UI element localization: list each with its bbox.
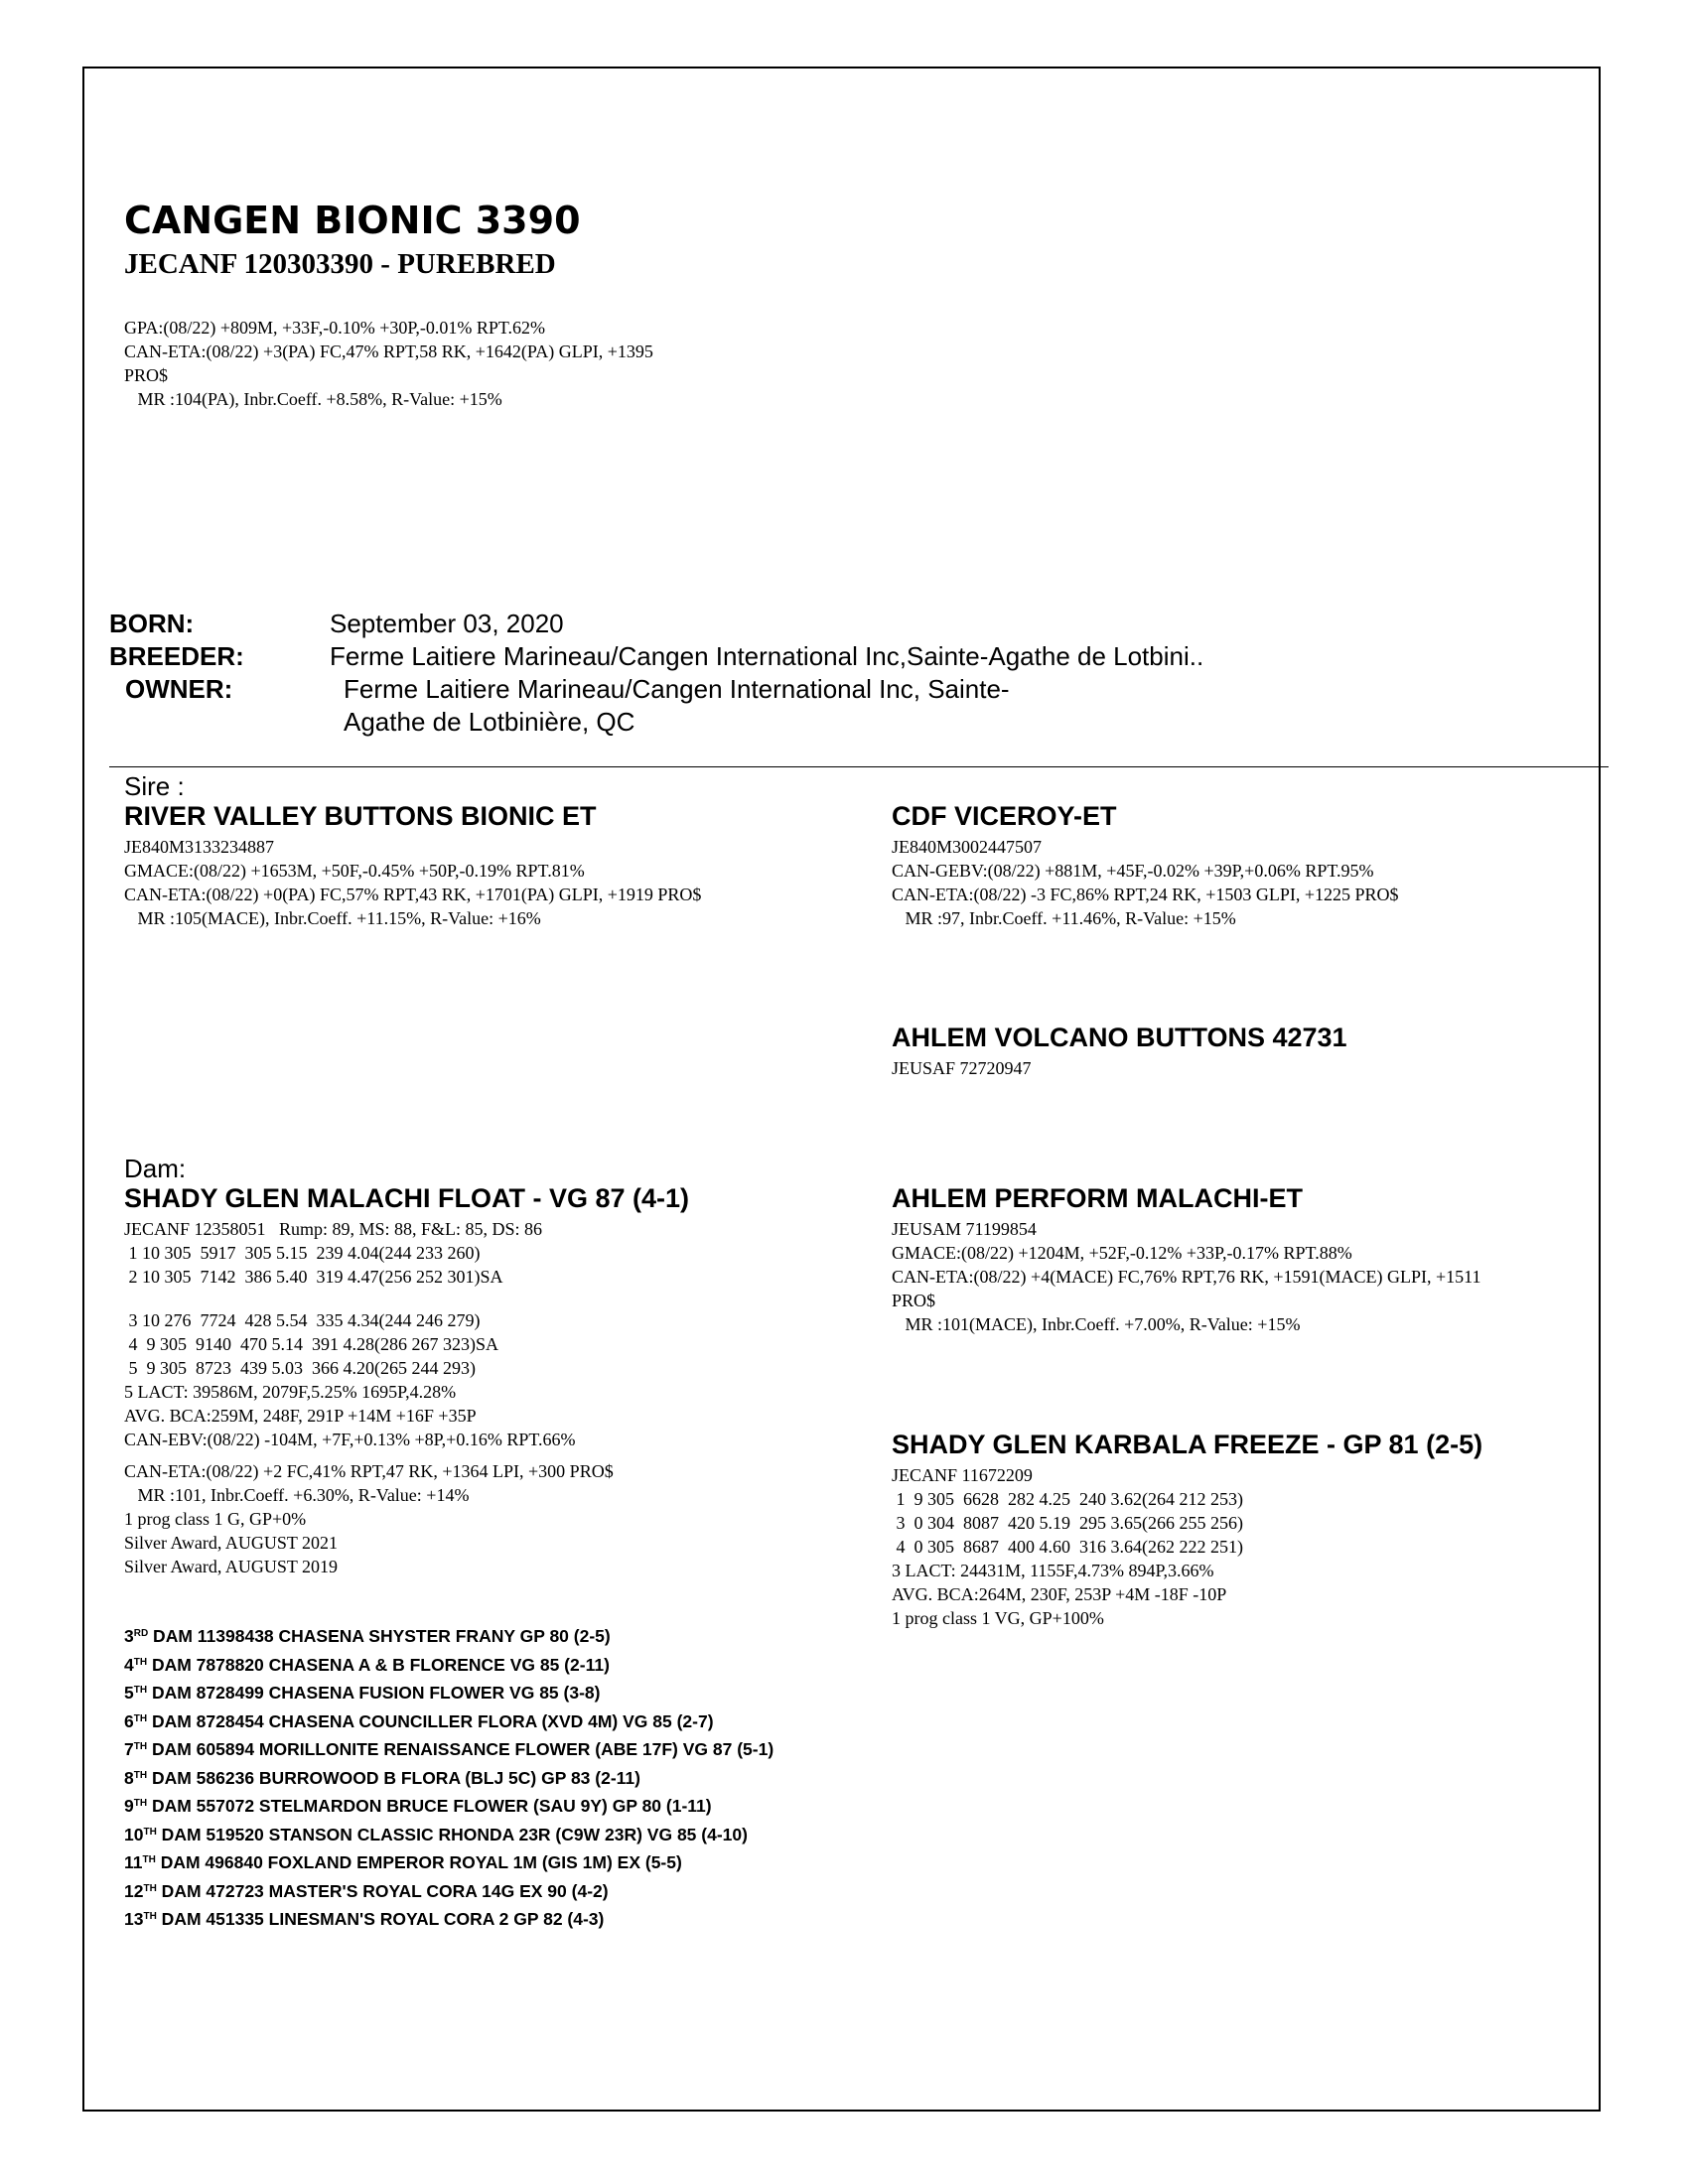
detail-line: 3 10 276 7724 428 5.54 335 4.34(244 246 279) bbox=[124, 1310, 481, 1330]
extended-dam-row bbox=[124, 1706, 774, 1735]
extended-dam-list bbox=[124, 1621, 774, 1933]
dam-generation-number: 11 bbox=[124, 1852, 143, 1872]
detail-line: CAN-ETA:(08/22) -3 FC,86% RPT,24 RK, +1503 GLPI, +1225 PRO$ bbox=[892, 885, 1399, 904]
extended-dam-row bbox=[124, 1876, 774, 1905]
detail-line: GPA:(08/22) +809M, +33F,-0.10% +30P,-0.01% RPT.62% bbox=[124, 318, 546, 338]
dam-generation-number: 4 bbox=[124, 1654, 134, 1675]
dam-dam-name: SHADY GLEN KARBALA FREEZE - GP 81 (2-5) bbox=[892, 1430, 1483, 1459]
dam-name: SHADY GLEN MALACHI FLOAT - VG 87 (4-1) bbox=[124, 1183, 690, 1213]
dam-generation-suffix: RD bbox=[133, 1628, 149, 1639]
sire-sire-details bbox=[892, 835, 1399, 930]
detail-line: JE840M3133234887 bbox=[124, 837, 275, 857]
detail-line: 4 9 305 9140 470 5.14 391 4.28(286 267 323)SA bbox=[124, 1334, 498, 1354]
dam-generation-number: 9 bbox=[124, 1796, 134, 1816]
animal-stats bbox=[124, 316, 653, 411]
detail-line: AVG. BCA:259M, 248F, 291P +14M +16F +35P bbox=[124, 1406, 477, 1426]
detail-line: CAN-ETA:(08/22) +2 FC,41% RPT,47 RK, +1364 LPI, +300 PRO$ bbox=[124, 1461, 614, 1481]
detail-line: AVG. BCA:264M, 230F, 253P +4M -18F -10P bbox=[892, 1584, 1227, 1604]
extended-dam-row bbox=[124, 1847, 774, 1876]
detail-line: MR :97, Inbr.Coeff. +11.46%, R-Value: +15% bbox=[892, 908, 1236, 928]
dam-record-text: DAM 451335 LINESMAN'S ROYAL CORA 2 GP 82 (4-3) bbox=[156, 1909, 605, 1929]
detail-line: CAN-EBV:(08/22) -104M, +7F,+0.13% +8P,+0.16% RPT.66% bbox=[124, 1430, 576, 1449]
dam-details-a bbox=[124, 1217, 542, 1289]
detail-line: 5 9 305 8723 439 5.03 366 4.20(265 244 293) bbox=[124, 1358, 476, 1378]
dam-record-text: DAM 472723 MASTER'S ROYAL CORA 14G EX 90 (4-2) bbox=[156, 1880, 609, 1901]
animal-name: CANGEN BIONIC 3390 bbox=[124, 199, 581, 242]
dam-generation-suffix: TH bbox=[143, 1882, 157, 1894]
extended-dam-row bbox=[124, 1904, 774, 1933]
detail-line: Silver Award, AUGUST 2019 bbox=[124, 1557, 339, 1576]
dam-generation-number: 5 bbox=[124, 1683, 134, 1703]
detail-line: JEUSAM 71199854 bbox=[892, 1219, 1037, 1239]
dam-generation-number: 3 bbox=[124, 1626, 134, 1646]
extended-dam-row bbox=[124, 1621, 774, 1650]
dam-record-text: DAM 8728499 CHASENA FUSION FLOWER VG 85 (3-8) bbox=[147, 1683, 601, 1703]
dam-generation-suffix: TH bbox=[142, 1854, 156, 1865]
dam-record-text: DAM 11398438 CHASENA SHYSTER FRANY GP 80 (2-5) bbox=[148, 1626, 611, 1646]
detail-line: MR :101, Inbr.Coeff. +6.30%, R-Value: +14% bbox=[124, 1485, 470, 1505]
detail-line: JECANF 12358051 Rump: 89, MS: 88, F&L: 85, DS: 86 bbox=[124, 1219, 543, 1239]
sire-dam-details bbox=[892, 1056, 1032, 1080]
detail-line: 3 0 304 8087 420 5.19 295 3.65(266 255 256) bbox=[892, 1513, 1243, 1533]
detail-line: 1 prog class 1 G, GP+0% bbox=[124, 1509, 307, 1529]
born-label: BORN: bbox=[109, 609, 195, 638]
detail-line: 1 prog class 1 VG, GP+100% bbox=[892, 1608, 1104, 1628]
extended-dam-row bbox=[124, 1678, 774, 1706]
dam-generation-suffix: TH bbox=[133, 1769, 148, 1781]
dam-generation-number: 12 bbox=[124, 1880, 144, 1901]
dam-record-text: DAM 7878820 CHASENA A & B FLORENCE VG 85 (2-11) bbox=[147, 1654, 610, 1675]
dam-generation-suffix: TH bbox=[143, 1826, 157, 1838]
dam-sire-details bbox=[892, 1217, 1481, 1336]
dam-generation-number: 6 bbox=[124, 1710, 134, 1731]
dam-generation-suffix: TH bbox=[133, 1712, 148, 1724]
sire-dam-name: AHLEM VOLCANO BUTTONS 42731 bbox=[892, 1023, 1347, 1052]
dam-record-text: DAM 557072 STELMARDON BRUCE FLOWER (SAU 9Y) GP 80 (1-11) bbox=[147, 1796, 712, 1816]
dam-generation-suffix: TH bbox=[133, 1656, 148, 1668]
extended-dam-row bbox=[124, 1734, 774, 1763]
dam-record-text: DAM 8728454 CHASENA COUNCILLER FLORA (XVD 4M) VG 85 (2-7) bbox=[147, 1710, 714, 1731]
detail-line: Silver Award, AUGUST 2021 bbox=[124, 1533, 339, 1553]
detail-line: 1 10 305 5917 305 5.15 239 4.04(244 233 260) bbox=[124, 1243, 481, 1263]
dam-dam-details bbox=[892, 1463, 1243, 1630]
born-value: September 03, 2020 bbox=[330, 609, 564, 638]
owner-label: OWNER: bbox=[125, 674, 233, 704]
dam-generation-number: 10 bbox=[124, 1824, 144, 1844]
detail-line: 5 LACT: 39586M, 2079F,5.25% 1695P,4.28% bbox=[124, 1382, 457, 1402]
extended-dam-row bbox=[124, 1820, 774, 1848]
dam-record-text: DAM 519520 STANSON CLASSIC RHONDA 23R (C9W 23R) VG 85 (4-10) bbox=[156, 1824, 748, 1844]
detail-line: PRO$ bbox=[892, 1291, 936, 1310]
detail-line: MR :101(MACE), Inbr.Coeff. +7.00%, R-Value: +15% bbox=[892, 1314, 1301, 1334]
detail-line: GMACE:(08/22) +1653M, +50F,-0.45% +50P,-0.19% RPT.81% bbox=[124, 861, 585, 881]
detail-line: JECANF 11672209 bbox=[892, 1465, 1033, 1485]
detail-line: CAN-ETA:(08/22) +0(PA) FC,57% RPT,43 RK, +1701(PA) GLPI, +1919 PRO$ bbox=[124, 885, 702, 904]
dam-generation-number: 13 bbox=[124, 1909, 144, 1929]
detail-line: MR :104(PA), Inbr.Coeff. +8.58%, R-Value: +15% bbox=[124, 389, 502, 409]
detail-line: JEUSAF 72720947 bbox=[892, 1058, 1032, 1078]
dam-record-text: DAM 605894 MORILLONITE RENAISSANCE FLOWER (ABE 17F) VG 87 (5-1) bbox=[147, 1739, 774, 1759]
dam-generation-suffix: TH bbox=[143, 1911, 157, 1922]
detail-line: PRO$ bbox=[124, 365, 169, 385]
dam-generation-suffix: TH bbox=[133, 1685, 148, 1696]
dam-generation-suffix: TH bbox=[133, 1798, 148, 1809]
extended-dam-row bbox=[124, 1650, 774, 1679]
dam-label: Dam: bbox=[124, 1154, 187, 1183]
sire-details bbox=[124, 835, 701, 930]
detail-line: MR :105(MACE), Inbr.Coeff. +11.15%, R-Value: +16% bbox=[124, 908, 541, 928]
detail-line: 4 0 305 8687 400 4.60 316 3.64(262 222 251) bbox=[892, 1537, 1243, 1557]
dam-record-text: DAM 586236 BURROWOOD B FLORA (BLJ 5C) GP 83 (2-11) bbox=[147, 1767, 640, 1788]
detail-line: CAN-ETA:(08/22) +3(PA) FC,47% RPT,58 RK, +1642(PA) GLPI, +1395 bbox=[124, 341, 653, 361]
dam-details-c bbox=[124, 1459, 614, 1578]
breeder-label: BREEDER: bbox=[109, 641, 244, 671]
detail-line: 2 10 305 7142 386 5.40 319 4.47(256 252 301)SA bbox=[124, 1267, 503, 1287]
detail-line: JE840M3002447507 bbox=[892, 837, 1043, 857]
detail-line: CAN-ETA:(08/22) +4(MACE) FC,76% RPT,76 RK, +1591(MACE) GLPI, +1511 bbox=[892, 1267, 1481, 1287]
dam-generation-suffix: TH bbox=[133, 1741, 148, 1752]
detail-line: GMACE:(08/22) +1204M, +52F,-0.12% +33P,-0.17% RPT.88% bbox=[892, 1243, 1352, 1263]
dam-details-b bbox=[124, 1308, 576, 1451]
extended-dam-row bbox=[124, 1763, 774, 1792]
detail-line: 3 LACT: 24431M, 1155F,4.73% 894P,3.66% bbox=[892, 1561, 1214, 1580]
dam-sire-name: AHLEM PERFORM MALACHI-ET bbox=[892, 1183, 1303, 1213]
breeder-value: Ferme Laitiere Marineau/Cangen International Inc,Sainte-Agathe de Lotbini.. bbox=[330, 641, 1204, 671]
animal-registration: JECANF 120303390 - PUREBRED bbox=[124, 248, 556, 280]
detail-line: 1 9 305 6628 282 4.25 240 3.62(264 212 253) bbox=[892, 1489, 1243, 1509]
extended-dam-row bbox=[124, 1791, 774, 1820]
sire-sire-name: CDF VICEROY-ET bbox=[892, 801, 1117, 831]
owner-value-line2: Agathe de Lotbinière, QC bbox=[344, 707, 635, 737]
section-divider bbox=[109, 766, 1609, 767]
owner-value-line1: Ferme Laitiere Marineau/Cangen International Inc, Sainte- bbox=[344, 674, 1010, 704]
sire-label: Sire : bbox=[124, 771, 185, 801]
dam-generation-number: 8 bbox=[124, 1767, 134, 1788]
sire-name: RIVER VALLEY BUTTONS BIONIC ET bbox=[124, 801, 597, 831]
dam-record-text: DAM 496840 FOXLAND EMPEROR ROYAL 1M (GIS 1M) EX (5-5) bbox=[155, 1852, 682, 1872]
dam-generation-number: 7 bbox=[124, 1739, 134, 1759]
detail-line: CAN-GEBV:(08/22) +881M, +45F,-0.02% +39P,+0.06% RPT.95% bbox=[892, 861, 1374, 881]
